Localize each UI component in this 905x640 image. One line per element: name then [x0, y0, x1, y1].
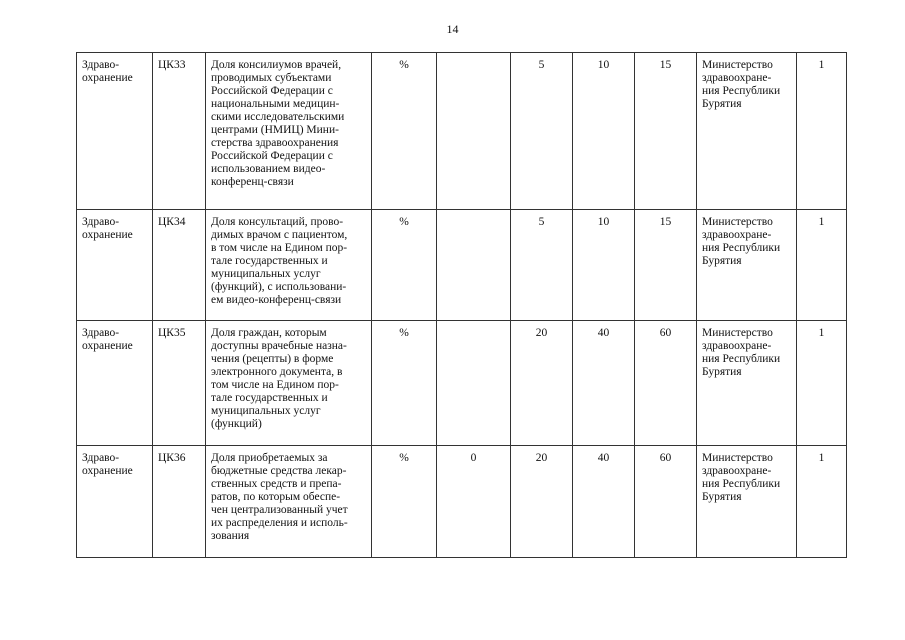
table-row — [77, 210, 847, 321]
responsible-cell: Министерство здравоохране- ния Республики Бурятия — [697, 53, 797, 210]
responsible-cell: Министерство здравоохране- ния Республики Бурятия — [697, 210, 797, 321]
value-3-cell: 60 — [635, 321, 697, 446]
sector-cell: Здраво- охранение — [77, 53, 153, 210]
indicator-cell: Доля приобретаемых за бюджетные средства лекар- ственных средств и препа- ратов, по которым обеспе- чен централизованный учет их распределения и исполь- зования — [206, 446, 372, 558]
responsible-cell: Министерство здравоохране- ния Республики Бурятия — [697, 321, 797, 446]
value-2-cell: 40 — [573, 446, 635, 558]
code-cell: ЦК36 — [153, 446, 206, 558]
indicator-cell: Доля консилиумов врачей, проводимых субъектами Российской Федерации с национальными медицин- скими исследовательскими центрами (НМИЦ) Мини- стерства здравоохранения Российской Федерации с использованием видео- конференц-связи — [206, 53, 372, 210]
table-row — [77, 53, 847, 210]
unit-cell: % — [372, 210, 437, 321]
sector-cell: Здраво- охранение — [77, 210, 153, 321]
unit-cell: % — [372, 446, 437, 558]
code-cell: ЦК35 — [153, 321, 206, 446]
flag-cell: 1 — [797, 446, 847, 558]
value-1-cell: 5 — [511, 210, 573, 321]
value-2-cell: 10 — [573, 210, 635, 321]
code-cell: ЦК33 — [153, 53, 206, 210]
table-row — [77, 321, 847, 446]
value-1-cell: 5 — [511, 53, 573, 210]
indicator-cell: Доля граждан, которым доступны врачебные назна- чения (рецепты) в форме электронного документа, в том числе на Едином пор- тале государственных и муниципальных услуг (функций) — [206, 321, 372, 446]
sector-cell: Здраво- охранение — [77, 446, 153, 558]
code-cell: ЦК34 — [153, 210, 206, 321]
base-value-cell: 0 — [437, 446, 511, 558]
table-row — [77, 446, 847, 558]
value-1-cell: 20 — [511, 321, 573, 446]
sector-cell: Здраво- охранение — [77, 321, 153, 446]
value-3-cell: 60 — [635, 446, 697, 558]
value-2-cell: 40 — [573, 321, 635, 446]
value-3-cell: 15 — [635, 210, 697, 321]
page-number: 14 — [446, 22, 459, 36]
base-value-cell — [437, 53, 511, 210]
flag-cell: 1 — [797, 53, 847, 210]
indicator-cell: Доля консультаций, прово- димых врачом с пациентом, в том числе на Едином пор- тале государственных и муниципальных услуг (функций), с использовани- ем видео-конференц-связи — [206, 210, 372, 321]
value-1-cell: 20 — [511, 446, 573, 558]
flag-cell: 1 — [797, 210, 847, 321]
base-value-cell — [437, 210, 511, 321]
value-2-cell: 10 — [573, 53, 635, 210]
value-3-cell: 15 — [635, 53, 697, 210]
flag-cell: 1 — [797, 321, 847, 446]
unit-cell: % — [372, 321, 437, 446]
responsible-cell: Министерство здравоохране- ния Республики Бурятия — [697, 446, 797, 558]
unit-cell: % — [372, 53, 437, 210]
indicators-table — [76, 52, 847, 558]
base-value-cell — [437, 321, 511, 446]
